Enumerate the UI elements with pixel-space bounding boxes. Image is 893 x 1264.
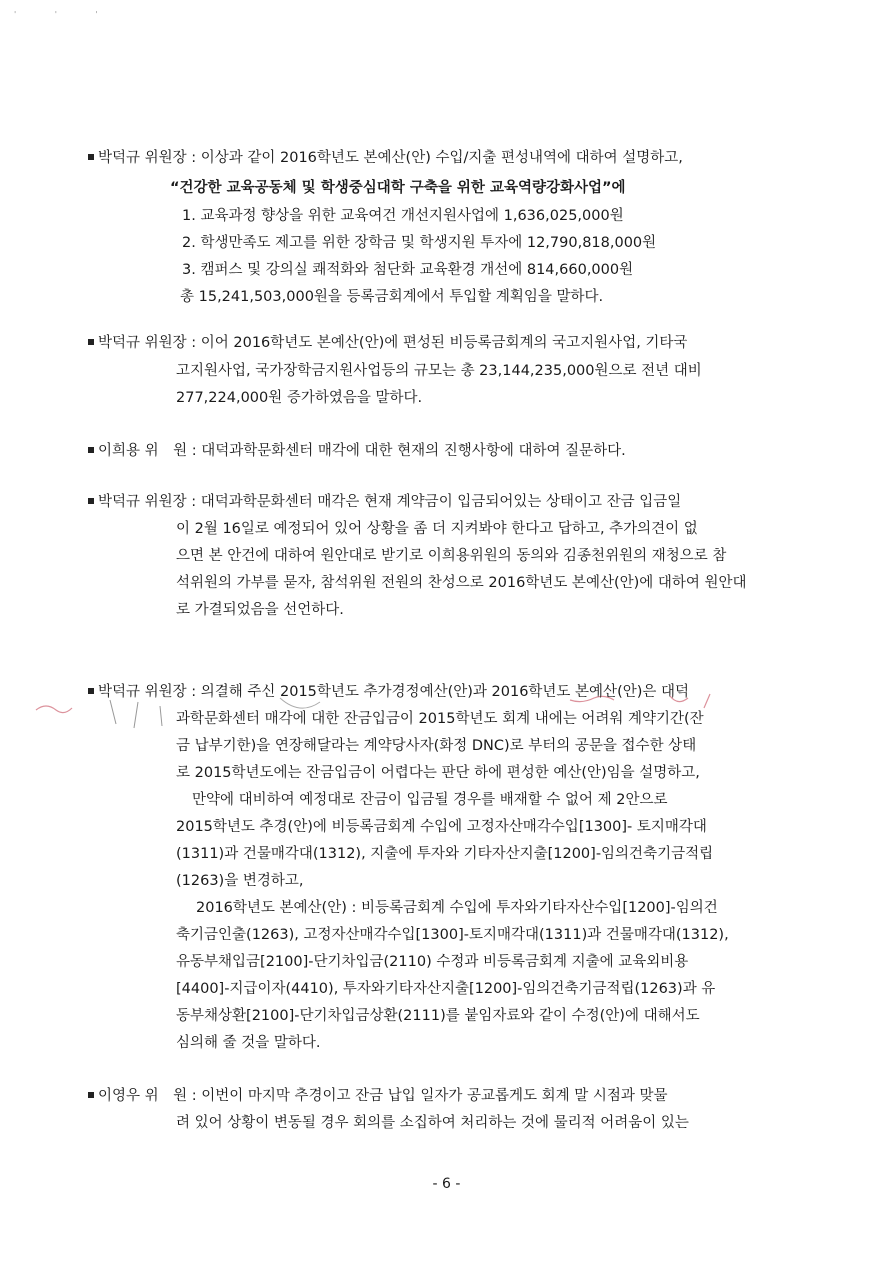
para1-item-2: 2. 학생만족도 제고를 위한 장학금 및 학생지원 투자에 12,790,818,000원 <box>182 235 657 251</box>
para3-line-1: 이희용 위 원 : 대덕과학문화센터 매각에 대한 현재의 진행사항에 대하여 질문하다. <box>88 436 626 466</box>
para5-line-13: 동부채상환[2100]-단기차입금상환(2111)를 붙임자료와 같이 수정(안)에 대해서도 <box>176 1008 700 1024</box>
para4-line-5: 로 가결되었음을 선언하다. <box>176 602 344 618</box>
para5-line-10: 축기금인출(1263), 고정자산매각수입[1300]-토지매각대(1311)과 건물매각대(1312), <box>176 927 729 943</box>
bullet-icon <box>88 1092 94 1098</box>
para5-line-3: 금 납부기한)을 연장해달라는 계약당사자(화정 DNC)로 부터의 공문을 접수한 상태 <box>176 738 697 754</box>
para5-line-14: 심의해 줄 것을 말하다. <box>176 1035 321 1051</box>
para1-item-1: 1. 교육과정 향상을 위한 교육여건 개선지원사업에 1,636,025,000원 <box>182 208 624 224</box>
para4-line-4: 석위원의 가부를 묻자, 참석위원 전원의 찬성으로 2016학년도 본예산(안)에 대하여 원안대 <box>176 575 747 591</box>
para1-item-3: 3. 캠퍼스 및 강의실 쾌적화와 첨단화 교육환경 개선에 814,660,000원 <box>182 262 634 278</box>
para4-line-3: 으면 본 안건에 대하여 원안대로 받기로 이희용위원의 동의와 김종천위원의 재청으로 참 <box>176 548 727 564</box>
bullet-icon <box>88 339 94 345</box>
para5-line-5: 만약에 대비하여 예정대로 잔금이 입금될 경우를 배재할 수 없어 제 2안으로 <box>192 792 668 808</box>
para5-line-6: 2015학년도 추경(안)에 비등록금회계 수입에 고정자산매각수입[1300]- 토지매각대 <box>176 819 707 835</box>
para5-line-12: [4400]-지급이자(4410), 투자와기타자산지출[1200]-임의건축기금적립(1263)과 유 <box>176 981 716 997</box>
para2-line-2: 고지원사업, 국가장학금지원사업등의 규모는 총 23,144,235,000원으로 전년 대비 <box>176 363 702 379</box>
para4-line-1: 박덕규 위원장 : 대덕과학문화센터 매각은 현재 계약금이 입금되어있는 상태이고 잔금 입금일 <box>88 487 681 517</box>
para6-line-1: 이영우 위 원 : 이번이 마지막 추경이고 잔금 납입 일자가 공교롭게도 회계 말 시점과 맞물 <box>88 1081 668 1111</box>
para1-total: 총 15,241,503,000원을 등록금회계에서 투입할 계획임을 말하다. <box>180 289 604 305</box>
para1-line-2: “건강한 교육공동체 및 학생중심대학 구축을 위한 교육역량강화사업”에 <box>170 180 626 196</box>
para5-line-11: 유동부채입금[2100]-단기차입금(2110) 수정과 비등록금회계 지출에 교육외비용 <box>176 954 689 970</box>
para5-line-2: 과학문화센터 매각에 대한 잔금입금이 2015학년도 회계 내에는 어려워 계약기간(잔 <box>176 711 704 727</box>
para1-line-1: 박덕규 위원장 : 이상과 같이 2016학년도 본예산(안) 수입/지출 편성내역에 대하여 설명하고, <box>88 143 683 173</box>
para2-line-1: 박덕규 위원장 : 이어 2016학년도 본예산(안)에 편성된 비등록금회계의 국고지원사업, 기타국 <box>88 328 687 358</box>
bullet-icon <box>88 447 94 453</box>
bullet-icon <box>88 498 94 504</box>
para5-line-9: 2016학년도 본예산(안) : 비등록금회계 수입에 투자와기타자산수입[1200]-임의건 <box>196 900 718 916</box>
bullet-icon <box>88 154 94 160</box>
para6-line-2: 려 있어 상황이 변동될 경우 회의를 소집하여 처리하는 것에 물리적 어려움이 있는 <box>176 1115 689 1131</box>
para5-line-7: (1311)과 건물매각대(1312), 지출에 투자와 기타자산지출[1200]-임의건축기금적립 <box>176 846 714 862</box>
para5-line-1: 박덕규 위원장 : 의결해 주신 2015학년도 추가경정예산(안)과 2016학년도 본예산(안)은 대덕 <box>88 677 689 707</box>
para2-line-3: 277,224,000원 증가하였음을 말하다. <box>176 390 423 406</box>
page-number: - 6 - <box>432 1176 461 1192</box>
bullet-icon <box>88 688 94 694</box>
scan-specks: ' ' ' <box>14 10 116 19</box>
para4-line-2: 이 2월 16일로 예정되어 있어 상황을 좀 더 지켜봐야 한다고 답하고, 추가의견이 없 <box>176 521 698 537</box>
para5-line-4: 로 2015학년도에는 잔금입금이 어렵다는 판단 하에 편성한 예산(안)임을 설명하고, <box>176 765 700 781</box>
para5-line-8: (1263)을 변경하고, <box>176 873 304 889</box>
